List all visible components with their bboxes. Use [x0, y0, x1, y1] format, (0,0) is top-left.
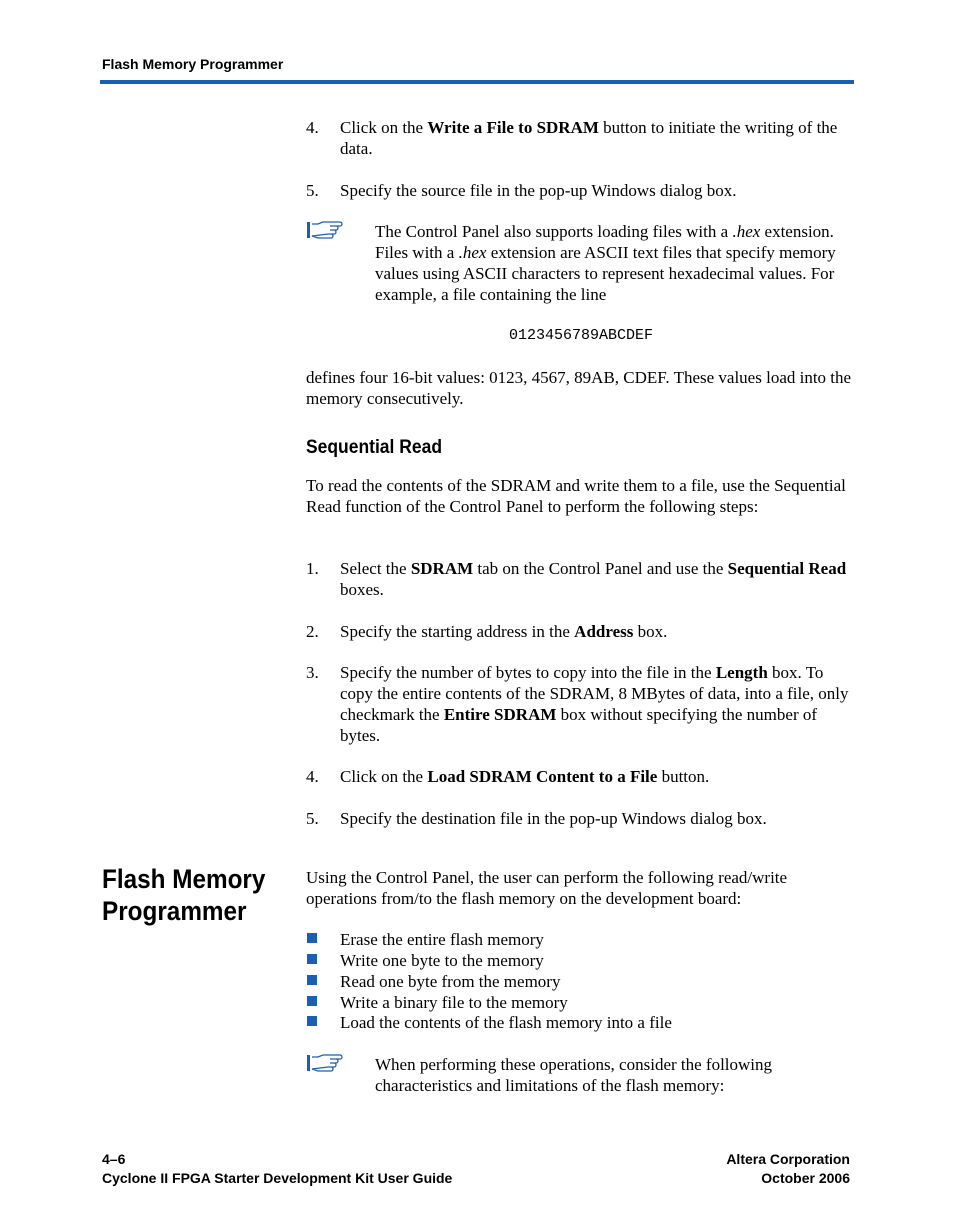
pointing-hand-icon	[306, 220, 344, 240]
company-name: Altera Corporation	[726, 1151, 850, 1167]
step-text: Click on the Load SDRAM Content to a File button.	[340, 767, 710, 786]
paragraph: defines four 16-bit values: 0123, 4567, 89AB, CDEF. These values load into the memory consecutively.	[306, 368, 852, 408]
step-text: Specify the source file in the pop-up Windows dialog box.	[340, 181, 737, 200]
code-line: 0123456789ABCDEF	[508, 327, 654, 344]
list-item: Write one byte to the memory	[340, 951, 544, 970]
paragraph: Using the Control Panel, the user can perform the following read/write operations from/to the flash memory on the development board:	[306, 868, 788, 908]
list-item: Load the contents of the flash memory into a file	[340, 1013, 672, 1032]
pointing-hand-icon	[306, 1053, 344, 1073]
step-number: 1.	[306, 559, 319, 578]
step-text: Click on the Write a File to SDRAM button to initiate the writing of the data.	[340, 118, 838, 158]
bullet-marker	[307, 933, 317, 943]
step-text: Specify the number of bytes to copy into the file in the Length box. To copy the entire contents of the SDRAM, 8 MBytes of data, into a file, only checkmark the Entire SDRAM box without specifying the number of bytes.	[340, 663, 849, 745]
list-item: Erase the entire flash memory	[340, 930, 544, 949]
page-number: 4–6	[102, 1151, 126, 1167]
bullet-marker	[307, 1016, 317, 1026]
section-heading: Flash Memory Programmer	[102, 864, 266, 926]
list-item: Read one byte from the memory	[340, 972, 561, 991]
step-number: 4.	[306, 118, 319, 137]
step-text: Specify the destination file in the pop-up Windows dialog box.	[340, 809, 767, 828]
paragraph: To read the contents of the SDRAM and write them to a file, use the Sequential Read function of the Control Panel to perform the following steps:	[306, 476, 846, 516]
step-number: 2.	[306, 622, 319, 641]
step-number: 3.	[306, 663, 319, 682]
running-header: Flash Memory Programmer	[102, 56, 284, 72]
step-number: 5.	[306, 181, 319, 200]
document-title: Cyclone II FPGA Starter Development Kit User Guide	[102, 1170, 453, 1186]
note-text: When performing these operations, consider the following characteristics and limitations of the flash memory:	[375, 1055, 773, 1095]
bullet-marker	[307, 975, 317, 985]
step-text: Select the SDRAM tab on the Control Panel and use the Sequential Read boxes.	[340, 559, 847, 599]
header-rule	[100, 80, 854, 84]
publication-date: October 2006	[761, 1170, 850, 1186]
list-item: Write a binary file to the memory	[340, 993, 568, 1012]
step-text: Specify the starting address in the Address box.	[340, 622, 668, 641]
step-number: 5.	[306, 809, 319, 828]
bullet-marker	[307, 996, 317, 1006]
subsection-heading: Sequential Read	[306, 437, 443, 458]
note-text: The Control Panel also supports loading files with a .hex extension. Files with a .hex extension are ASCII text files that specify memory values using ASCII characters to represent hexadecimal values. For example, a file containing the line	[375, 222, 836, 304]
step-number: 4.	[306, 767, 319, 786]
bullet-marker	[307, 954, 317, 964]
